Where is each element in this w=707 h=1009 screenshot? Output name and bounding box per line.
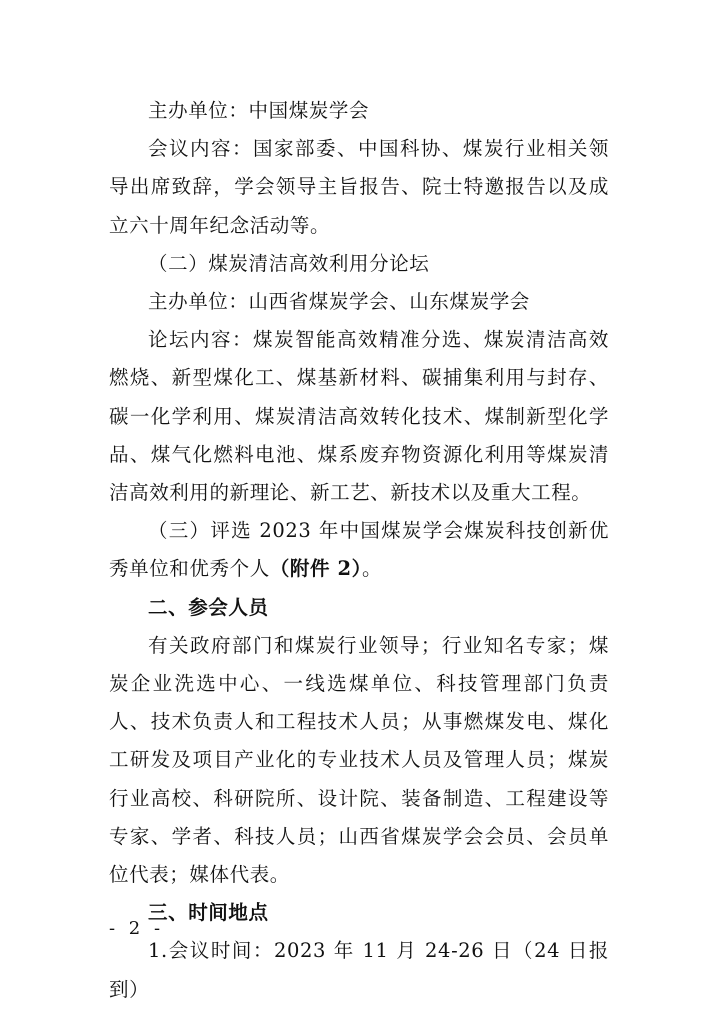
award-text-end: 。 bbox=[362, 557, 383, 581]
forum-content-paragraph: 论坛内容：煤炭智能高效精准分选、煤炭清洁高效燃烧、新型煤化工、煤基新材料、碳捕集利用与封存、碳一化学利用、煤炭清洁高效转化技术、煤制新型化学品、煤气化燃料电池、煤系废弃物资源化利用等煤炭清洁高效利用的新理论、新工艺、新技术以及重大工程。 bbox=[109, 328, 609, 505]
sub-forum-organizer-paragraph: 主办单位：山西省煤炭学会、山东煤炭学会 bbox=[148, 290, 530, 314]
attachment-reference: （附件 2） bbox=[269, 557, 363, 581]
award-paragraph bbox=[109, 512, 609, 588]
document-body bbox=[109, 92, 609, 1009]
organizer-paragraph: 主办单位：中国煤炭学会 bbox=[148, 99, 370, 122]
participants-paragraph: 有关政府部门和煤炭行业领导；行业知名专家；煤炭企业洗选中心、一线选煤单位、科技管理部门负责人、技术负责人和工程技术人员；从事燃煤发电、煤化工研发及项目产业化的专业技术人员及管理人员；煤炭行业高校、科研院所、设计院、装备制造、工程建设等专家、学者、科技人员；山西省煤炭学会会员、会员单位代表；媒体代表。 bbox=[109, 633, 609, 887]
meeting-content-paragraph: 会议内容：国家部委、中国科协、煤炭行业相关领导出席致辞，学会领导主旨报告、院士特邀报告以及成立六十周年纪念活动等。 bbox=[109, 137, 609, 237]
section-heading-time-location: 三、时间地点 bbox=[148, 901, 269, 925]
section-heading-participants: 二、参会人员 bbox=[148, 595, 269, 619]
sub-forum-title: （二）煤炭清洁高效利用分论坛 bbox=[148, 251, 430, 275]
page-number: - 2 - bbox=[109, 918, 165, 939]
meeting-time-paragraph: 1.会议时间：2023 年 11 月 24-26 日（24 日报到） bbox=[109, 939, 609, 1001]
award-text: （三）评选 2023 年中国煤炭学会煤炭科技创新优秀单位和优秀个人 bbox=[109, 519, 609, 581]
